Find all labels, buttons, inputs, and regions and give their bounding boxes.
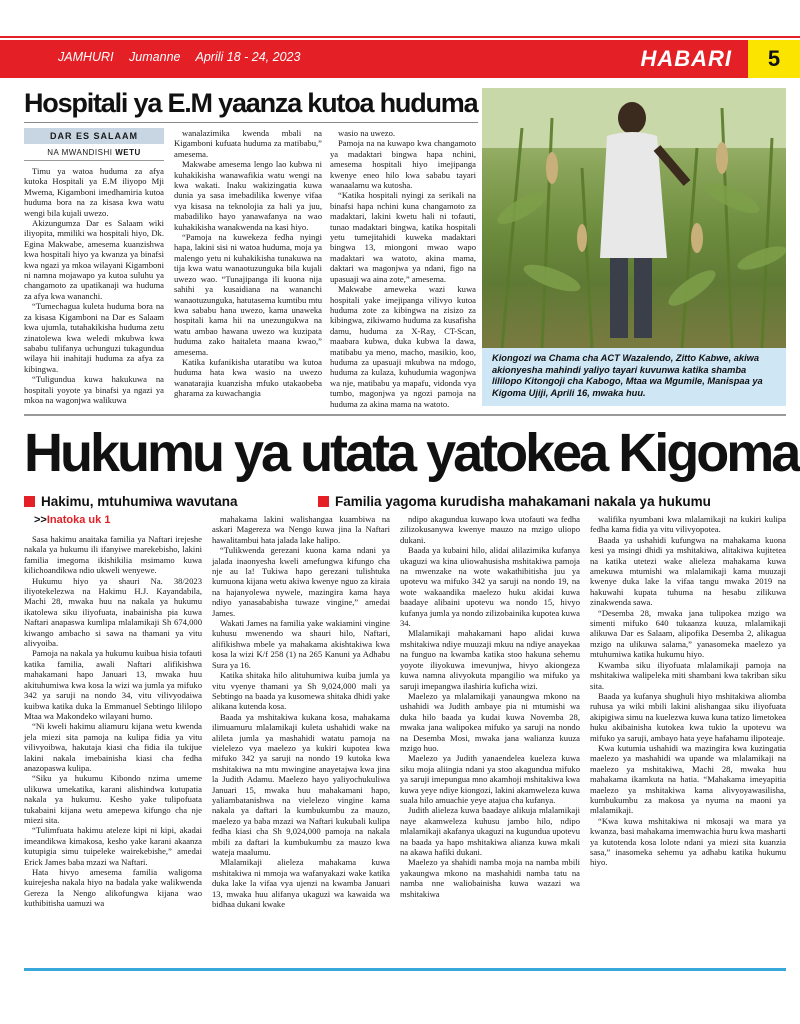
- paragraph: Makwabe amesema lengo lao kubwa ni kuhakikisha wanawafikia watu wengi na kwa wakati. Inaku wakizingatia kuwa dunia ya sasa imebadilika kwenye vifaa vya kisasa na teknolojia za hali ya juu, mabadiliko hayo yanawafanya na wao kuhakikisha wanakwenda na kasi hiyo.: [174, 159, 322, 232]
- page-number: 5: [748, 40, 800, 78]
- byline: [24, 148, 164, 157]
- section-label: HABARI: [640, 46, 732, 71]
- paragraph: Baada ya kufanya shughuli hiyo mshitakiwa aliomba ruhusa ya wiki mbili lakini alishangaa siku iliyofuata akipigiwa simu na kuelezwa kuwa kuna tatizo limetokea huku akibainisha kutokea kwa tukio la upotevu wa mifuko ya saruji, ambayo hata yeye hafahamu ilipoteaje.: [590, 690, 786, 743]
- maize-field-photo: [482, 88, 786, 348]
- paragraph: Sasa hakimu anaitaka familia ya Naftari irejeshe nakala ya hukumu ili ifanyiwe marekebisho, lakini familia imegoma ikishikilia msimamo kuwa kilichoandikwa ndio ukweli wenyewe.: [24, 534, 202, 576]
- paragraph: Timu ya watoa huduma za afya kutoka Hospitali ya E.M iliyopo Mji Mwema, Kigamboni imedhamiria kutoa huduma bora na za kisasa kwa watu wengi bila kujali uwezo.: [24, 166, 164, 218]
- paragraph: Baada ya kubaini hilo, alidai alilazimika kufanya ukaguzi wa kina uliowahusisha mshitakiwa pamoja na mwenzake na wote wakathibitisha juu ya upotevu wa mifuko 342 ya saruji na nondo 19, na wote wakaandika maelezo huku akidai kuwa baadaye alibaini upotevu wa nondo 15, hivyo kufanya jumla ya nondo zilizobainika kupotea kuwa 34.: [400, 545, 580, 629]
- paragraph: mahakama lakini walishangaa kuambiwa na askari Magereza wa Nengo kuwa jina la Naftari hawalitambui hata jalada lake halipo.: [212, 514, 390, 545]
- story2-headline: Hukumu ya utata yatokea Kigoma: [24, 423, 799, 483]
- paragraph: Hukumu hiyo ya shauri Na. 38/2023 iliyotekelezwa na Hakimu H.J. Kayandabila, Machi 28, mwaka huu na nakala ya hukumu ikatolewa siku iliyofuata, inabainisha pia kuwa Naftari anapaswa kumlipa mlalamikaji Sh 674,000 kiwango ambacho si sawa na thamani ya vitu alivyoiba.: [24, 575, 202, 649]
- photo-caption: Kiongozi wa Chama cha ACT Wazalendo, Zitto Kabwe, akiwa akionyesha mahindi yaliyo tayari kuvunwa katika shamba lililopo Kitongoji cha Kabogo, Mtaa wa Mgumile, Manispaa ya Kigoma Ujiji, Aprili 16, mwaka huu.: [482, 348, 786, 406]
- red-square-icon: [318, 496, 329, 507]
- subhead-left-text: Hakimu, mtuhumiwa wavutana: [41, 494, 238, 509]
- story2-column-2: [212, 514, 390, 909]
- paragraph: Hata hivyo amesema familia waligoma kuirejesha nakala hiyo na badala yake walikwenda Gereza la Nengo alikofungwa kijana wao kuthibitisha uamuzi wa: [24, 867, 202, 909]
- paragraph: wanalazimika kwenda mbali na Kigamboni kufuata huduma za matibabu,” amesema.: [174, 128, 322, 159]
- paragraph: “Tumechagua kuleta huduma bora na za kisasa Kigamboni na Dar es Salaam kwa ujumla, tutahakikisha huduma zetu zinatolewa kwa weledi mkubwa kwa sababu tulifanya uchunguzi tukagundua wilaya hii inahitaji huduma za afya za kibingwa.: [24, 301, 164, 374]
- jump-arrow-icon: >>: [34, 514, 47, 526]
- story2-column-1: [24, 534, 202, 909]
- subhead-right: [318, 494, 711, 509]
- paragraph: Pamoja na nakala ya hukumu kuibua hisia tofauti katika familia, awali Naftari alifikishwa mahakamani hapo Januari 13, mwaka huu akituhumiwa kwa kosa la wizi wa jumla ya mifuko 342 ya saruji na nondo 34, vitu vilivyodaiwa kuibwa katika duka la Emmanuel Sebtingo lililopo Mtaa wa Makondeko wilayani humo.: [24, 648, 202, 721]
- byline-prefix: NA MWANDISHI: [47, 148, 113, 157]
- byline-rule: [24, 160, 164, 161]
- footer-rule: [24, 968, 786, 971]
- paragraph: Baada ya ushahidi kufungwa na mahakama kuona kesi ya msingi dhidi ya mshitakiwa, alitakiwa kujitetea na katika utetezi wake alieleza mahakama kuwa amekuwa mtumishi wa mlalamikaji kama muuzaji kwenye duka lake la vifaa tangu mwaka 2019 na hakuwahi kupata tuhuma na hesabu zilikuwa zinakwenda sawa.: [590, 534, 786, 608]
- jump-text: Inatoka uk 1: [46, 514, 111, 526]
- paragraph: walifika nyumbani kwa mlalamikaji na kukiri kulipa fedha kama fidia ya vitu vilivyopotea.: [590, 514, 786, 535]
- paragraph: Baada ya mshitakiwa kukana kosa, mahakama ilimuamuru mlalamikaji kuleta ushahidi wake na alileta jumla ya mashahidi watatu pamoja na vielelezo vya maelezo ya kukiri kupotea kwa mifuko 342 ya saruji na nondo 19 kutoka kwa mshitakiwa na mtu mwingine anayetajwa kwa jina la Judith Adamu. Maelezo hayo yaliyochukuliwa Januari 15, mwaka huu mahakamani hapo, yaliambatanishwa na vielelezo vingine kama nakala ya daftari la kumbukumbu za mauzo, maelezo ya baba mzazi wa Naftari kukubali kulipa fedha kiasi cha Sh 9,024,000 pamoja na nakala mbili za daftari la kumbukumbu za mauzo kwa wateja maalumu.: [212, 711, 390, 857]
- paragraph: “Ni kweli hakimu aliamuru kijana wetu kwenda jela miezi sita pamoja na kulipa fidia ya vitu vilivyoibwa, hakutaja kiasi cha fidia ila tukijue lakini nakala imebainisha kiasi cha fedha anazopaswa kulipa.: [24, 721, 202, 773]
- paragraph: “Katika hospitali nyingi za serikali na binafsi hapa nchini kuna changamoto za madaktari, lakini kwetu hali ni tofauti, tunao madaktari bingwa, katika hospitali yetu tumejitahidi kuweka madaktari bingwa 13, miongoni mwao wapo madaktari wa watoto, akina mama, daktari wa magonjwa ya ndani, figo na upasuaji wa aina zote,” amesema.: [330, 190, 476, 284]
- header-meta: [58, 50, 312, 64]
- top-rule: [0, 36, 800, 38]
- red-square-icon: [24, 496, 35, 507]
- story1-column-3: [330, 128, 476, 409]
- story1-headline: Hospitali ya E.M yaanza kutoa huduma: [24, 88, 478, 118]
- jump-line: [34, 514, 110, 526]
- paragraph: “Tulikwenda gerezani kuona kama ndani ya jalada inaonyesha kweli amefungwa kifungo cha nje au la! Tukiwa hapo gerezani tulishtuka kumuona kijana wetu akiwa kwenye nguo za kiraia na hajanyolewa nywele, mazingira kama haya ndiyo yanasababisha tuwaze vingine,” amedai James.: [212, 545, 390, 618]
- story2-column-3: [400, 514, 580, 899]
- paragraph: Mlalamikaji mahakamani hapo alidai kuwa mshitakiwa ndiye muuzaji mkuu na ndiye anayekaa na funguo na kwamba katika stoo hakuna sehemu yoyote iliyokuwa imevunjwa, hivyo akiongeza kuwa namna alivyokuta mpangilio wa mifuko ya saruji imepangwa ilashiria kuficha wizi.: [400, 628, 580, 691]
- paragraph: Maelezo ya shahidi namba moja na namba mbili yakaungwa mkono na mashahidi namba tatu na namba nne waliobainisha kuwa wazazi wa mshitakiwa: [400, 857, 580, 899]
- paragraph: Mlalamikaji alieleza mahakama kuwa mshitakiwa ni mmoja wa wafanyakazi wake katika duka lake la vifaa vya ujenzi na kwamba Januari 13, mwaka huu alifanya ukaguzi wa kawaida wa bidhaa dukani kwake: [212, 857, 390, 910]
- story1-column-2: [174, 128, 322, 399]
- paragraph: Kwa kutumia ushahidi wa mazingira kwa kuzingatia maelezo ya mashahidi wa upande wa mlalamikaji na maelezo ya mshitakiwa, Machi 28, mwaka huu mahakama ikamkuta na hatia. “Mahakama imeyapitia maelezo ya mshitakiwa kama alivyoyawasilisha, kumbukumbu za makosa ya nyuma na maoni ya mlalamikaji.: [590, 742, 786, 816]
- subhead-left: [24, 494, 238, 509]
- paragraph: Maelezo ya Judith yanaendelea kueleza kuwa siku moja aliingia ndani ya stoo akagundua mifuko ya saruji imepungua mno akamhoji mshitakiwa kwa kuwa yeye ndiye kiongozi, lakini akamweleza kuwa suala hilo amuachie yeye atajua cha kufanya.: [400, 753, 580, 805]
- paper-name: JAMHURI: [58, 50, 114, 64]
- paragraph: Makwabe ameweka wazi kuwa hospitali yake imejipanga vilivyo kutoa huduma zote za kibingwa na zisizo za kibingwa, zikiwamo huduma za kusafisha damu, huduma za X-Ray, CT-Scan, maabara kubwa, duka kubwa la dawa, matibabu ya meno, macho, masikio, koo, huduma za upasuaji mkubwa na mdogo, huduma za kulaza, kuhudumia wagonjwa wa nje, matibabu ya mapafu, vidonda vya tumbo, magonjwa ya ngozi pamoja na huduma za akina mama na watoto.: [330, 284, 476, 409]
- byline-name: WETU: [115, 148, 141, 157]
- paragraph: Kwamba siku iliyofuata mlalamikaji pamoja na mshitakiwa walipeleka miti shambani kwa takriban siku sita.: [590, 659, 786, 691]
- paragraph: Judith alieleza kuwa baadaye alikuja mlalamikaji naye akamweleza kuhusu jambo hilo, ndipo mlalamikaji akafanya ukaguzi na kugundua upotevu na baada ya hapo mshitakiwa alianza kuwa mkali na akawa hafiki dukani.: [400, 805, 580, 857]
- subhead-right-text: Familia yagoma kurudisha mahakamani nakala ya hukumu: [335, 494, 711, 509]
- paragraph: Maelezo ya mlalamikaji yanaungwa mkono na ushahidi wa Judith ambaye pia ni mtumishi wa duka hilo baada ya kudai kuwa Novemba 28, mwaka jana walipokea mifuko ya saruji na nondo na Desemba Mosi, mwaka jana walianza kuuza mzigo huo.: [400, 690, 580, 753]
- paragraph: “Siku ya hukumu Kibondo nzima umeme ulikuwa umekatika, karani alishindwa kutupatia nakala ya hukumu. Kesho yake tulipofuata tukabaini kijana wetu amepewa kifungo cha nje miezi sita.: [24, 773, 202, 825]
- issue-day: Jumanne: [129, 50, 181, 64]
- story2-column-4: [590, 514, 786, 868]
- paragraph: wasio na uwezo.: [338, 128, 396, 138]
- paragraph: “Kwa kuwa mshitakiwa ni mkosaji wa mara ya kwanza, basi mahakama imemwachia huru kwa masharti ya kutotenda kosa lolote ndani ya miezi sita kuanzia sasa,” inasomeka sehemu ya adhabu katika hukumu hiyo.: [590, 815, 786, 868]
- paragraph: Katika shitaka hilo alituhumiwa kuiba jumla ya vitu vyenye thamani ya Sh 9,024,000 mali ya Sebtingo na baada ya kusomewa shitaka dhidi yake alikana kutenda kosa.: [212, 670, 390, 712]
- paragraph: Pamoja na na kuwapo kwa changamoto ya madaktari bingwa hapa nchini, amesema hospitali hiyo imejipanga kwenye eneo hilo kwa sababu tayari wanaalamu wa kutosha.: [330, 138, 476, 191]
- paragraph: “Desemba 28, mwaka jana tulipokea mzigo wa simenti mifuko 640 tukaanza kuuza, mlalamikaji alikuwa Dar es Salaam, alipofika Desemba 2, alikagua mzigo na ulikuwa salama,” yanasomeka maelezo ya mtuhumiwa katika hukumu hiyo.: [590, 607, 786, 660]
- paragraph: ndipo akagundua kuwapo kwa utofauti wa fedha zilizokusanywa kwenye mauzo na mzigo uliopo dukani.: [400, 514, 580, 545]
- paragraph: Wakati James na familia yake wakiamini vingine kuhusu mwenendo wa shauri hilo, Naftari, alifikishwa mbele ya mahakama akishtakiwa kwa kosa la wizi K/f 258 (1) na 265 Kanuni ya Adhabu Sura ya 16.: [212, 618, 390, 670]
- paragraph: “Tulimfuata hakimu ateleze kipi ni kipi, akadai imeandikwa kimakosa, kesho yake karani akaanza kutupigia simu tuipeleke wairekebishe,” amedai Erick James baba mzazi wa Naftari.: [24, 825, 202, 867]
- news-photo: [482, 88, 786, 348]
- issue-dates: Aprili 18 - 24, 2023: [195, 50, 301, 64]
- paragraph: Katika kufanikisha utaratibu wa kutoa huduma hata kwa wasio na uwezo wanatarajia kuanzisha mfuko utakaobeba gharama za kuwachangia: [174, 356, 322, 399]
- story1-column-1: [24, 166, 164, 405]
- paragraph: Akizungumza Dar es Salaam wiki iliyopita, mmiliki wa hospitali hiyo, Dk. Egina Makwabe, amesema kuanzishwa kwa hospitali hiyo ya kwanza ya binafsi kwa ngazi ya mkoa wilayani Kigamboni ni namna mojawapo ya kutoa suluhu ya changamoto za upatikanaji wa huduma za afya kwa wananchi.: [24, 218, 164, 301]
- dateline: DAR ES SALAAM: [24, 128, 164, 144]
- paragraph: “Tuligundua kuwa hakukuwa na hospitali yoyote ya binafsi ya ngazi ya mkoa na wagonjwa walikuwa: [24, 374, 164, 405]
- header-bar: [0, 40, 800, 78]
- section-rule: [24, 414, 786, 416]
- headline-rule: [24, 122, 478, 123]
- paragraph: “Pamoja na kuwekeza fedha nyingi hapa, lakini sisi ni watoa huduma, moja ya malengo yetu ni kuhakikisha tunakuwa na tija kwa watu wanaotuzunguka bila kujali uwezo wao. “Tunajipanga ili kuona nija sahihi ya kusaidiana na wananchi wanaotuzunguka, hatutasema kumtibu mtu kwa sababu hana uwezo, kama unaweka hospitali kama hii na unezungukwa na watu ambao hawana uwezo wa kuzipata huduma zako haitaleta maana kwao,” amesema.: [174, 232, 322, 357]
